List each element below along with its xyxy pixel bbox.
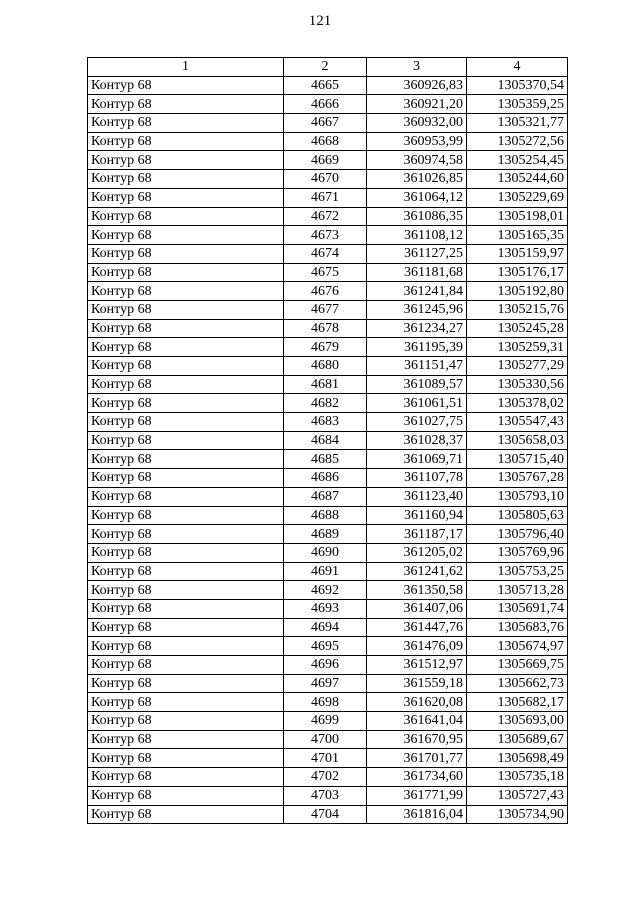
- column-header-3: 3: [367, 58, 467, 77]
- cell-x-coordinate: 360974,58: [367, 151, 467, 170]
- table-row: [88, 637, 568, 656]
- cell-contour-name: Контур 68: [88, 151, 284, 170]
- table-row: [88, 188, 568, 207]
- cell-x-coordinate: 361734,60: [367, 768, 467, 787]
- cell-point-number: 4694: [284, 618, 367, 637]
- cell-x-coordinate: 361350,58: [367, 581, 467, 600]
- cell-x-coordinate: 361160,94: [367, 506, 467, 525]
- cell-x-coordinate: 361027,75: [367, 413, 467, 432]
- cell-point-number: 4684: [284, 431, 367, 450]
- cell-point-number: 4690: [284, 543, 367, 562]
- cell-x-coordinate: 361089,57: [367, 375, 467, 394]
- cell-y-coordinate: 1305330,56: [467, 375, 568, 394]
- table-row: [88, 132, 568, 151]
- table-row: [88, 487, 568, 506]
- cell-x-coordinate: 361447,76: [367, 618, 467, 637]
- cell-point-number: 4692: [284, 581, 367, 600]
- cell-y-coordinate: 1305215,76: [467, 300, 568, 319]
- cell-y-coordinate: 1305691,74: [467, 599, 568, 618]
- cell-point-number: 4696: [284, 656, 367, 675]
- cell-contour-name: Контур 68: [88, 263, 284, 282]
- cell-y-coordinate: 1305734,90: [467, 805, 568, 824]
- table-row: [88, 394, 568, 413]
- cell-x-coordinate: 361151,47: [367, 357, 467, 376]
- cell-y-coordinate: 1305767,28: [467, 469, 568, 488]
- cell-point-number: 4674: [284, 244, 367, 263]
- column-header-2: 2: [284, 58, 367, 77]
- cell-contour-name: Контур 68: [88, 95, 284, 114]
- table-row: [88, 581, 568, 600]
- cell-y-coordinate: 1305713,28: [467, 581, 568, 600]
- table-row: [88, 786, 568, 805]
- cell-point-number: 4693: [284, 599, 367, 618]
- cell-contour-name: Контур 68: [88, 188, 284, 207]
- cell-y-coordinate: 1305321,77: [467, 114, 568, 133]
- table-row: [88, 375, 568, 394]
- cell-y-coordinate: 1305674,97: [467, 637, 568, 656]
- cell-point-number: 4700: [284, 730, 367, 749]
- cell-point-number: 4683: [284, 413, 367, 432]
- cell-contour-name: Контур 68: [88, 338, 284, 357]
- table-row: [88, 263, 568, 282]
- cell-contour-name: Контур 68: [88, 768, 284, 787]
- table-row: [88, 768, 568, 787]
- cell-y-coordinate: 1305735,18: [467, 768, 568, 787]
- cell-contour-name: Контур 68: [88, 599, 284, 618]
- cell-point-number: 4665: [284, 76, 367, 95]
- cell-point-number: 4688: [284, 506, 367, 525]
- table-row: [88, 469, 568, 488]
- column-header-1: 1: [88, 58, 284, 77]
- cell-x-coordinate: 360953,99: [367, 132, 467, 151]
- cell-point-number: 4704: [284, 805, 367, 824]
- table-row: [88, 282, 568, 301]
- cell-y-coordinate: 1305245,28: [467, 319, 568, 338]
- cell-x-coordinate: 361476,09: [367, 637, 467, 656]
- cell-contour-name: Контур 68: [88, 450, 284, 469]
- cell-x-coordinate: 361771,99: [367, 786, 467, 805]
- cell-point-number: 4680: [284, 357, 367, 376]
- cell-contour-name: Контур 68: [88, 244, 284, 263]
- cell-x-coordinate: 361559,18: [367, 674, 467, 693]
- cell-point-number: 4682: [284, 394, 367, 413]
- table-row: [88, 805, 568, 824]
- cell-contour-name: Контур 68: [88, 749, 284, 768]
- cell-x-coordinate: 361086,35: [367, 207, 467, 226]
- cell-contour-name: Контур 68: [88, 319, 284, 338]
- table-row: [88, 693, 568, 712]
- cell-x-coordinate: 361701,77: [367, 749, 467, 768]
- table-row: [88, 712, 568, 731]
- cell-contour-name: Контур 68: [88, 375, 284, 394]
- cell-y-coordinate: 1305254,45: [467, 151, 568, 170]
- cell-point-number: 4675: [284, 263, 367, 282]
- cell-y-coordinate: 1305370,54: [467, 76, 568, 95]
- cell-y-coordinate: 1305159,97: [467, 244, 568, 263]
- cell-contour-name: Контур 68: [88, 786, 284, 805]
- cell-y-coordinate: 1305547,43: [467, 413, 568, 432]
- cell-y-coordinate: 1305796,40: [467, 525, 568, 544]
- cell-point-number: 4666: [284, 95, 367, 114]
- cell-contour-name: Контур 68: [88, 618, 284, 637]
- cell-x-coordinate: 361108,12: [367, 226, 467, 245]
- cell-contour-name: Контур 68: [88, 207, 284, 226]
- cell-contour-name: Контур 68: [88, 525, 284, 544]
- cell-x-coordinate: 361245,96: [367, 300, 467, 319]
- cell-point-number: 4681: [284, 375, 367, 394]
- cell-y-coordinate: 1305277,29: [467, 357, 568, 376]
- cell-x-coordinate: 360926,83: [367, 76, 467, 95]
- cell-point-number: 4676: [284, 282, 367, 301]
- cell-y-coordinate: 1305669,75: [467, 656, 568, 675]
- cell-y-coordinate: 1305165,35: [467, 226, 568, 245]
- table-row: [88, 543, 568, 562]
- cell-x-coordinate: 361123,40: [367, 487, 467, 506]
- cell-contour-name: Контур 68: [88, 132, 284, 151]
- cell-point-number: 4673: [284, 226, 367, 245]
- table-row: [88, 357, 568, 376]
- table-row: [88, 95, 568, 114]
- cell-x-coordinate: 361069,71: [367, 450, 467, 469]
- cell-point-number: 4702: [284, 768, 367, 787]
- cell-contour-name: Контур 68: [88, 357, 284, 376]
- cell-point-number: 4677: [284, 300, 367, 319]
- cell-y-coordinate: 1305689,67: [467, 730, 568, 749]
- cell-point-number: 4672: [284, 207, 367, 226]
- cell-point-number: 4671: [284, 188, 367, 207]
- cell-point-number: 4678: [284, 319, 367, 338]
- cell-contour-name: Контур 68: [88, 562, 284, 581]
- cell-x-coordinate: 361181,68: [367, 263, 467, 282]
- table-row: [88, 170, 568, 189]
- cell-point-number: 4701: [284, 749, 367, 768]
- table-row: [88, 300, 568, 319]
- table-row: [88, 656, 568, 675]
- cell-x-coordinate: 361061,51: [367, 394, 467, 413]
- table-row: [88, 244, 568, 263]
- cell-x-coordinate: 361670,95: [367, 730, 467, 749]
- cell-point-number: 4695: [284, 637, 367, 656]
- table-row: [88, 413, 568, 432]
- cell-contour-name: Контур 68: [88, 487, 284, 506]
- table-row: [88, 749, 568, 768]
- cell-y-coordinate: 1305244,60: [467, 170, 568, 189]
- table-row: [88, 506, 568, 525]
- cell-y-coordinate: 1305192,80: [467, 282, 568, 301]
- cell-x-coordinate: 361026,85: [367, 170, 467, 189]
- cell-contour-name: Контур 68: [88, 637, 284, 656]
- column-header-4: 4: [467, 58, 568, 77]
- cell-point-number: 4691: [284, 562, 367, 581]
- cell-x-coordinate: 361512,97: [367, 656, 467, 675]
- cell-point-number: 4699: [284, 712, 367, 731]
- cell-point-number: 4703: [284, 786, 367, 805]
- table-row: [88, 450, 568, 469]
- cell-contour-name: Контур 68: [88, 674, 284, 693]
- table-row: [88, 431, 568, 450]
- cell-y-coordinate: 1305359,25: [467, 95, 568, 114]
- cell-contour-name: Контур 68: [88, 300, 284, 319]
- cell-contour-name: Контур 68: [88, 656, 284, 675]
- cell-contour-name: Контур 68: [88, 170, 284, 189]
- cell-x-coordinate: 361241,62: [367, 562, 467, 581]
- cell-point-number: 4685: [284, 450, 367, 469]
- cell-point-number: 4698: [284, 693, 367, 712]
- table-body: [88, 76, 568, 824]
- cell-y-coordinate: 1305662,73: [467, 674, 568, 693]
- table-row: [88, 730, 568, 749]
- cell-x-coordinate: 360932,00: [367, 114, 467, 133]
- table-header-row: [88, 58, 568, 77]
- cell-contour-name: Контур 68: [88, 693, 284, 712]
- cell-x-coordinate: 361620,08: [367, 693, 467, 712]
- cell-point-number: 4668: [284, 132, 367, 151]
- cell-y-coordinate: 1305259,31: [467, 338, 568, 357]
- cell-y-coordinate: 1305727,43: [467, 786, 568, 805]
- cell-x-coordinate: 361127,25: [367, 244, 467, 263]
- cell-contour-name: Контур 68: [88, 469, 284, 488]
- table-row: [88, 674, 568, 693]
- table-row: [88, 338, 568, 357]
- table-row: [88, 114, 568, 133]
- cell-x-coordinate: 361187,17: [367, 525, 467, 544]
- table-row: [88, 226, 568, 245]
- cell-contour-name: Контур 68: [88, 805, 284, 824]
- cell-y-coordinate: 1305715,40: [467, 450, 568, 469]
- cell-x-coordinate: 361241,84: [367, 282, 467, 301]
- cell-point-number: 4670: [284, 170, 367, 189]
- cell-y-coordinate: 1305176,17: [467, 263, 568, 282]
- cell-y-coordinate: 1305805,63: [467, 506, 568, 525]
- cell-contour-name: Контур 68: [88, 431, 284, 450]
- cell-contour-name: Контур 68: [88, 581, 284, 600]
- cell-x-coordinate: 361107,78: [367, 469, 467, 488]
- cell-y-coordinate: 1305793,10: [467, 487, 568, 506]
- cell-y-coordinate: 1305753,25: [467, 562, 568, 581]
- table-row: [88, 599, 568, 618]
- table-row: [88, 618, 568, 637]
- cell-point-number: 4667: [284, 114, 367, 133]
- cell-contour-name: Контур 68: [88, 506, 284, 525]
- table-row: [88, 319, 568, 338]
- cell-x-coordinate: 361195,39: [367, 338, 467, 357]
- cell-y-coordinate: 1305769,96: [467, 543, 568, 562]
- cell-x-coordinate: 361064,12: [367, 188, 467, 207]
- cell-y-coordinate: 1305658,03: [467, 431, 568, 450]
- table-row: [88, 525, 568, 544]
- cell-y-coordinate: 1305698,49: [467, 749, 568, 768]
- table-row: [88, 76, 568, 95]
- coordinates-table: [87, 57, 568, 824]
- cell-x-coordinate: 361234,27: [367, 319, 467, 338]
- cell-x-coordinate: 360921,20: [367, 95, 467, 114]
- cell-contour-name: Контур 68: [88, 282, 284, 301]
- cell-y-coordinate: 1305229,69: [467, 188, 568, 207]
- cell-point-number: 4686: [284, 469, 367, 488]
- cell-x-coordinate: 361407,06: [367, 599, 467, 618]
- cell-contour-name: Контур 68: [88, 76, 284, 95]
- table-row: [88, 562, 568, 581]
- cell-contour-name: Контур 68: [88, 712, 284, 731]
- page-number: 121: [308, 13, 332, 29]
- cell-x-coordinate: 361028,37: [367, 431, 467, 450]
- cell-x-coordinate: 361641,04: [367, 712, 467, 731]
- cell-x-coordinate: 361816,04: [367, 805, 467, 824]
- cell-x-coordinate: 361205,02: [367, 543, 467, 562]
- cell-point-number: 4679: [284, 338, 367, 357]
- cell-y-coordinate: 1305272,56: [467, 132, 568, 151]
- cell-contour-name: Контур 68: [88, 543, 284, 562]
- table-row: [88, 207, 568, 226]
- cell-point-number: 4697: [284, 674, 367, 693]
- cell-point-number: 4689: [284, 525, 367, 544]
- table-row: [88, 151, 568, 170]
- cell-contour-name: Контур 68: [88, 413, 284, 432]
- cell-y-coordinate: 1305693,00: [467, 712, 568, 731]
- cell-contour-name: Контур 68: [88, 114, 284, 133]
- cell-y-coordinate: 1305198,01: [467, 207, 568, 226]
- cell-y-coordinate: 1305682,17: [467, 693, 568, 712]
- cell-y-coordinate: 1305378,02: [467, 394, 568, 413]
- cell-contour-name: Контур 68: [88, 394, 284, 413]
- cell-contour-name: Контур 68: [88, 730, 284, 749]
- cell-y-coordinate: 1305683,76: [467, 618, 568, 637]
- cell-point-number: 4687: [284, 487, 367, 506]
- cell-contour-name: Контур 68: [88, 226, 284, 245]
- cell-point-number: 4669: [284, 151, 367, 170]
